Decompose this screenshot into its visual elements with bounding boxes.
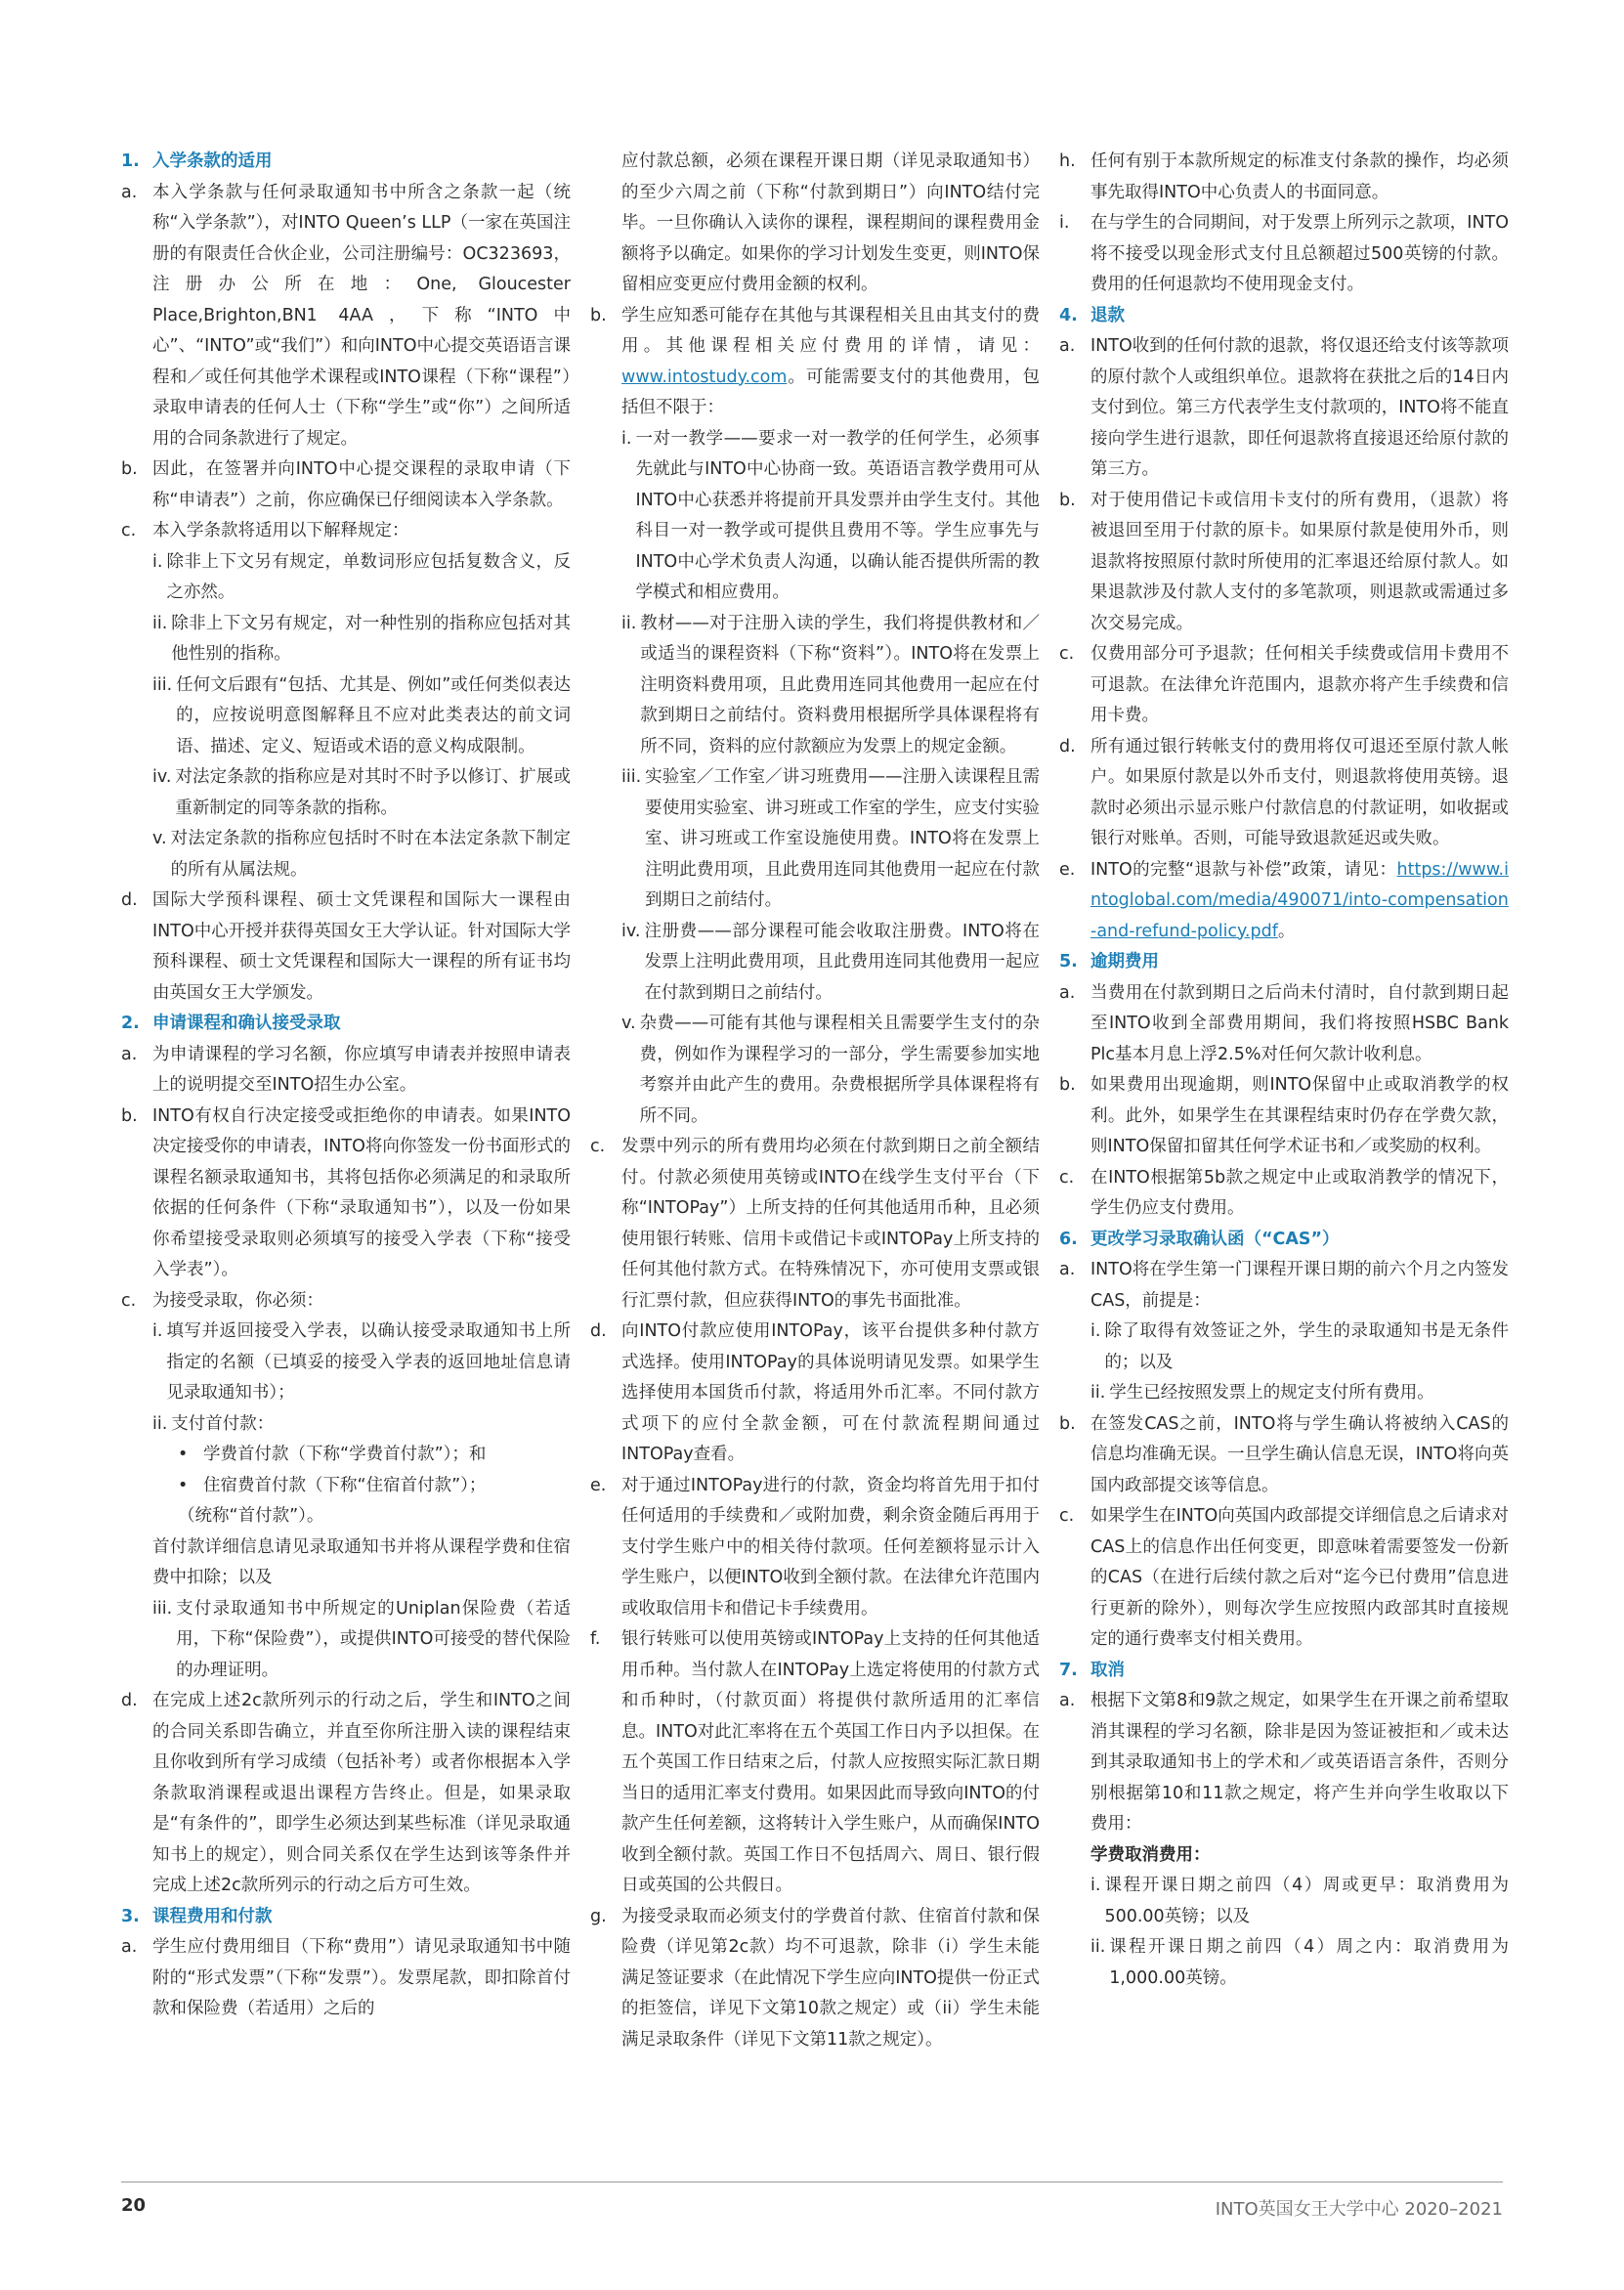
section-heading-1: 1. 入学条款的适用: [121, 151, 273, 171]
clause-2c-ii: ii. 支付首付款：: [152, 1413, 275, 1434]
clause-2c-i: i. 填写并返回接受入学表，以确认接受录取通知书上所指定的名额（已填妥的接受入学表的返回地址信息请见录取通知书）；: [152, 1321, 571, 1403]
clause-6a: a. INTO将在学生第一门课程开课日期的前六个月之内签发CAS，前提是：: [1059, 1260, 1509, 1311]
clause-3b-ii: ii. 教材——对于注册入读的学生，我们将提供教材和／或适当的课程资料（下称“资料”）。INTO将在发票上注明资料费用项，且此费用连同其他费用一起应在付款到期日之前结付。资料费用根据所学具体课程将有所不同，资料的应付款额应为发票上的规定金额。: [621, 613, 1040, 756]
bullet-continuation: （统称“首付款”）。: [178, 1506, 324, 1526]
clause-2a: a. 为申请课程的学习名额，你应填写申请表并按照申请表上的说明提交至INTO招生办公室。: [121, 1044, 571, 1095]
clause-3b-iv: iv. 注册费——部分课程可能会收取注册费。INTO将在发票上注明此费用项，且此费用连同其他费用一起应在付款到期日之前结付。: [621, 921, 1040, 1003]
intostudy-link[interactable]: www.intostudy.com: [621, 367, 788, 387]
clause-4b: b. 对于使用借记卡或信用卡支付的所有费用，（退款）将被退回至用于付款的原卡。如果原付款是使用外币，则退款将按照原付款时所使用的汇率退还给原付款人。如果退款涉及付款人支付的多笔款项，则退款或需通过多次交易完成。: [1059, 490, 1509, 633]
page-number: 20: [121, 2195, 147, 2216]
clause-2d: d. 在完成上述2c款所列示的行动之后，学生和INTO之间的合同关系即告确立，并直至你所注册入读的课程结束且你收到所有学习成绩（包括补考）或者你根据本入学条款取消课程或退出课程方告终止。但是，如果录取是“有条件的”，即学生必须达到某些标准（详见录取通知书上的规定），则合同关系仅在学生达到该等条件并完成上述2c款所列示的行动之后方可生效。: [121, 1691, 571, 1895]
clause-1c-ii: ii. 除非上下文另有规定，对一种性别的指称应包括对其他性别的指称。: [152, 613, 571, 664]
clause-1b: b. 因此，在签署并向INTO中心提交课程的录取申请（下称“申请表”）之前，你应确保已仔细阅读本入学条款。: [121, 459, 571, 510]
clause-1c: c. 本入学条款将适用以下解释规定：: [121, 521, 409, 540]
clause-6a-ii: ii. 学生已经按照发票上的规定支付所有费用。: [1090, 1383, 1434, 1403]
clause-1a: a. 本入学条款与任何录取通知书中所含之条款一起（统称“入学条款”），对INTO Queen’s LLP（一家在英国注册的有限责任合伙企业，公司注册编号：OC323693，注册办公所在地：One, Gloucester Place,Brighton,BN1 4AA，下称“INTO中心”、“INTO”或“我们”）和向INTO中心提交英语语言课程和／或任何其他学术课程或INTO课程（下称“课程”）录取申请表的任何人士（下称“学生”或“你”）之间所适用的合同条款进行了规定。: [121, 182, 571, 449]
fee-item-ii: ii. 课程开课日期之前四（4）周之内：取消费用为1,000.00英镑。: [1090, 1937, 1509, 1988]
section-heading-3: 3. 课程费用和付款: [121, 1906, 273, 1926]
clause-6a-i: i. 除了取得有效签证之外，学生的录取通知书是无条件的；以及: [1090, 1321, 1509, 1372]
fee-subheading: 学费取消费用：: [1090, 1844, 1211, 1865]
section-heading-2: 2. 申请课程和确认接受录取: [121, 1014, 341, 1033]
column-3: [1059, 147, 1509, 1994]
clause-3b: b. 学生应知悉可能存在其他与其课程相关且由其支付的费用。其他课程相关应付费用的详情，请见：www.intostudy.com。可能需要支付的其他费用，包括但不限于：: [590, 305, 1040, 417]
clause-3i: i. 在与学生的合同期间，对于发票上所列示之款项，INTO将不接受以现金形式支付且总额超过500英镑的付款。费用的任何退款均不使用现金支付。: [1059, 213, 1509, 294]
clause-2b: b. INTO有权自行决定接受或拒绝你的申请表。如果INTO决定接受你的申请表，INTO将向你签发一份书面形式的课程名额录取通知书，其将包括你必须满足的和录取所依据的任何条件（下称“录取通知书”），以及一份如果你希望接受录取则必须填写的接受入学表（下称“接受入学表”）。: [121, 1105, 571, 1279]
column-2: [590, 147, 1040, 2055]
clause-4d: d. 所有通过银行转帐支付的费用将仅可退还至原付款人帐户。如果原付款是以外币支付，则退款将使用英镑。退款时必须出示显示账户付款信息的付款证明，如收据或银行对账单。否则，可能导致退款延迟或失败。: [1059, 736, 1509, 848]
clause-3b-iii: iii. 实验室／工作室／讲习班费用——注册入读课程且需要使用实验室、讲习班或工作室的学生，应支付实验室、讲习班或工作室设施使用费。INTO将在发票上注明此费用项，且此费用连同其他费用一起应在付款到期日之前结付。: [621, 767, 1040, 910]
clause-4a: a. INTO收到的任何付款的退款，将仅退还给支付该等款项的原付款个人或组织单位。退款将在获批之后的14日内支付到位。第三方代表学生支付款项的，INTO将不能直接向学生进行退款，即任何退款将直接退还给原付款的第三方。: [1059, 336, 1509, 479]
section-heading-7: 7. 取消: [1059, 1660, 1125, 1680]
clause-7a: a. 根据下文第8和9款之规定，如果学生在开课之前希望取消其课程的学习名额，除非是因为签证被拒和／或未达到其录取通知书上的学术和／或英语语言条件，否则分别根据第10和11款之规定，将产生并向学生收取以下费用：: [1059, 1691, 1509, 1834]
clause-6c: c. 如果学生在INTO向英国内政部提交详细信息之后请求对CAS上的信息作出任何变更，即意味着需要签发一份新的CAS（在进行后续付款之后对“迄今已付费用”信息进行更新的除外），则每次学生应按照内政部其时直接规定的通行费率支付相关费用。: [1059, 1506, 1509, 1649]
clause-1c-iv: iv. 对法定条款的指称应是对其时不时予以修订、扩展或重新制定的同等条款的指称。: [152, 767, 571, 818]
clause-3g: g. 为接受录取而必须支付的学费首付款、住宿首付款和保险费（详见第2c款）均不可退款，除非（i）学生未能满足签证要求（在此情况下学生应向INTO提供一份正式的拒签信，详见下文第10款之规定）或（ii）学生未能满足录取条件（详见下文第11款之规定）。: [590, 1906, 1040, 2050]
bullet-icon: •: [178, 1475, 189, 1495]
section-heading-6: 6. 更改学习录取确认函（“CAS”）: [1059, 1229, 1340, 1249]
clause-2c-note: 首付款详细信息请见录取通知书并将从课程学费和住宿费中扣除；以及: [152, 1536, 571, 1587]
clause-5b: b. 如果费用出现逾期，则INTO保留中止或取消教学的权利。此外，如果学生在其课程结束时仍存在学费欠款，则INTO保留扣留其任何学术证书和／或奖励的权利。: [1059, 1075, 1509, 1156]
clause-1c-i: i. 除非上下文另有规定，单数词形应包括复数含义，反之亦然。: [152, 551, 571, 602]
column-1: [121, 147, 571, 2025]
clause-1c-v: v. 对法定条款的指称应包括时不时在本法定条款下制定的所有从属法规。: [152, 829, 571, 880]
clause-3c: c. 发票中列示的所有费用均必须在付款到期日之前全额结付。付款必须使用英镑或INTO在线学生支付平台（下称“INTOPay”）上所支持的任何其他适用币种，且必须使用银行转账、信用卡或借记卡或INTOPay上所支持的任何其他付款方式。在特殊情况下，亦可使用支票或银行汇票付款，但应获得INTO的事先书面批准。: [590, 1137, 1040, 1311]
clause-3a: a. 学生应付费用细目（下称“费用”）请见录取通知书中随附的“形式发票”（下称“发票”）。发票尾款，即扣除首付款和保险费（若适用）之后的: [121, 1937, 571, 2018]
clause-5c: c. 在INTO根据第5b款之规定中止或取消教学的情况下，学生仍应支付费用。: [1059, 1167, 1509, 1218]
clause-3f: f. 银行转账可以使用英镑或INTOPay上支持的任何其他适用币种。当付款人在INTOPay上选定将使用的付款方式和币种时，（付款页面）将提供付款所适用的汇率信息。INTO对此汇率将在五个英国工作日内予以担保。在五个英国工作日结束之后，付款人应按照实际汇款日期当日的适用汇率支付费用。如果因此而导致向INTO的付款产生任何差额，这将转计入学生账户，从而确保INTO收到全额付款。英国工作日不包括周六、周日、银行假日或英国的公共假日。: [590, 1629, 1040, 1895]
clause-4c: c. 仅费用部分可予退款；任何相关手续费或信用卡费用不可退款。在法律允许范围内，退款亦将产生手续费和信用卡费。: [1059, 644, 1509, 725]
clause-3b-v: v. 杂费——可能有其他与课程相关且需要学生支付的杂费，例如作为课程学习的一部分，学生需要参加实地考察并由此产生的费用。杂费根据所学具体课程将有所不同。: [621, 1014, 1040, 1126]
footer-title: INTO英国女王大学中心 2020–2021: [1215, 2199, 1503, 2220]
clause-1c-iii: iii. 任何文后跟有“包括、尤其是、例如”或任何类似表达的，应按说明意图解释且不应对此类表达的前文词语、描述、定义、短语或术语的意义构成限制。: [152, 674, 571, 756]
clause-2c: c. 为接受录取，你必须：: [121, 1290, 323, 1311]
clause-6b: b. 在签发CAS之前，INTO将与学生确认将被纳入CAS的信息均准确无误。一旦学生确认信息无误，INTO将向英国内政部提交该等信息。: [1059, 1413, 1509, 1495]
bullet-item: • 住宿费首付款（下称“住宿首付款”）；: [121, 1471, 571, 1502]
section-heading-4: 4. 退款: [1059, 305, 1125, 325]
clause-3d: d. 向INTO付款应使用INTOPay，该平台提供多种付款方式选择。使用INTOPay的具体说明请见发票。如果学生选择使用本国货币付款，将适用外币汇率。不同付款方式项下的应付全款金额，可在付款流程期间通过INTOPay查看。: [590, 1321, 1040, 1464]
bullet-item: • 学费首付款（下称“学费首付款”）；和: [121, 1440, 571, 1471]
fee-item-i: i. 课程开课日期之前四（4）周或更早：取消费用为500.00英镑；以及: [1090, 1876, 1509, 1926]
clause-3a-continued: 应付款总额，必须在课程开课日期（详见录取通知书）的至少六周之前（下称“付款到期日”）向INTO结付完毕。一旦你确认入读你的课程，课程期间的课程费用金额将予以确定。如果你的学习计划发生变更，则INTO保留相应变更应付费用金额的权利。: [621, 151, 1040, 294]
clause-1d: d. 国际大学预科课程、硕士文凭课程和国际大一课程由INTO中心开授并获得英国女王大学认证。针对国际大学预科课程、硕士文凭课程和国际大一课程的所有证书均由英国女王大学颁发。: [121, 890, 571, 1003]
refund-policy-link[interactable]: https://www.intoglobal.com/media/490071/into-compensation-and-refund-policy.pdf: [1090, 859, 1509, 941]
clause-4e: e. INTO的完整“退款与补偿”政策，请见：https://www.intoglobal.com/media/490071/into-compensation-and-refund-policy.pdf。: [1059, 859, 1509, 941]
clause-3h: h. 任何有别于本款所规定的标准支付条款的操作，均必须事先取得INTO中心负责人的书面同意。: [1059, 151, 1509, 202]
clause-2c-iii: iii. 支付录取通知书中所规定的Uniplan保险费（若适用，下称“保险费”），或提供INTO可接受的替代保险的办理证明。: [152, 1598, 571, 1680]
clause-3e: e. 对于通过INTOPay进行的付款，资金均将首先用于扣付任何适用的手续费和／或附加费，剩余资金随后再用于支付学生账户中的相关待付款项。任何差额将显示计入学生账户，以便INTO收到全额付款。在法律允许范围内或收取信用卡和借记卡手续费用。: [590, 1475, 1040, 1619]
section-heading-5: 5. 逾期费用: [1059, 952, 1159, 972]
bullet-icon: •: [178, 1445, 189, 1464]
clause-5a: a. 当费用在付款到期日之后尚未付清时，自付款到期日起至INTO收到全部费用期间，我们将按照HSBC Bank Plc基本月息上浮2.5%对任何欠款计收利息。: [1059, 982, 1509, 1064]
clause-3b-i: i. 一对一教学——要求一对一教学的任何学生，必须事先就此与INTO中心协商一致。英语语言教学费用可从INTO中心获悉并将提前开具发票并由学生支付。其他科目一对一教学或可提供且费用不等。学生应事先与INTO中心学术负责人沟通，以确认能否提供所需的教学模式和相应费用。: [621, 428, 1040, 602]
